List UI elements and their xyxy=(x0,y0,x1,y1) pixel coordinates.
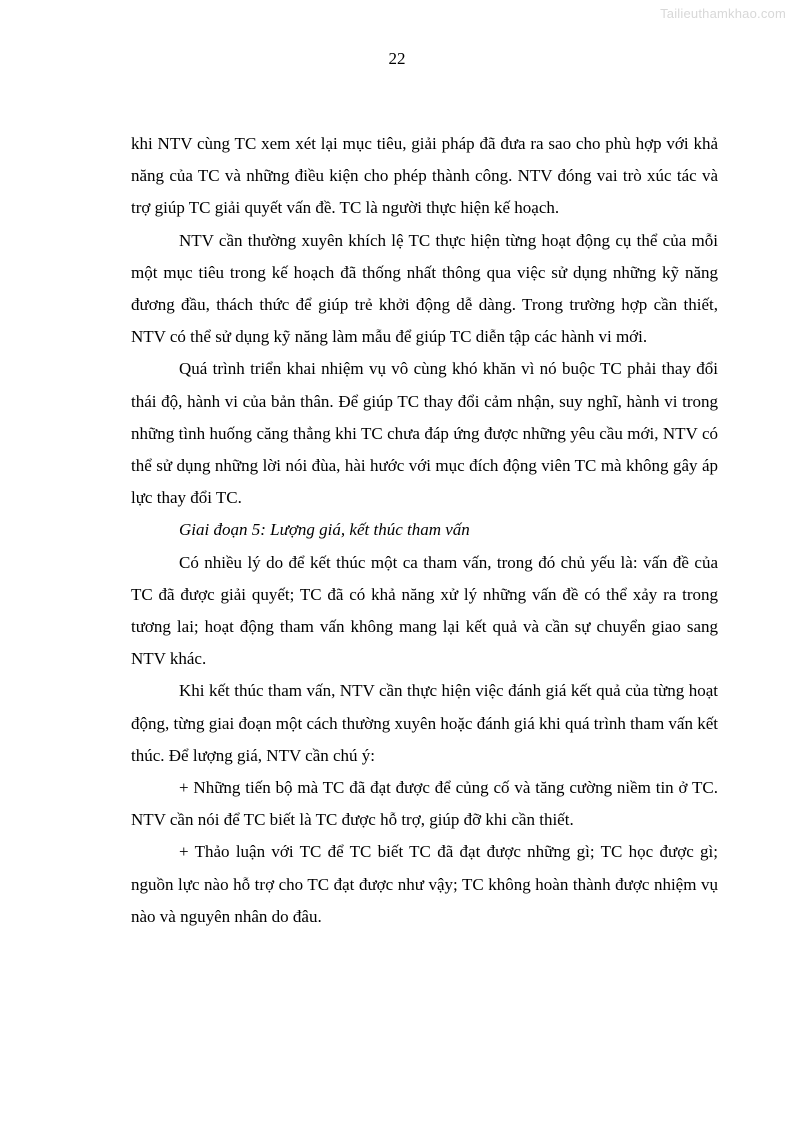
section-heading-stage-5: Giai đoạn 5: Lượng giá, kết thúc tham vấn xyxy=(179,520,470,540)
document-body xyxy=(131,128,718,933)
paragraph-implementation: Quá trình triển khai nhiệm vụ vô cùng khó khăn vì nó buộc TC phải thay đổi thái độ, hành vi của bản thân. Để giúp TC thay đổi cảm nhận, suy nghĩ, hành vi trong những tình huống căng thẳng khi TC chưa đáp ứng được những yêu cầu mới, NTV có thể sử dụng những lời nói đùa, hài hước với mục đích động viên TC mà không gây áp lực thay đổi TC. xyxy=(131,359,718,508)
paragraph-evaluation: Khi kết thúc tham vấn, NTV cần thực hiện việc đánh giá kết quả của từng hoạt động, từng giai đoạn một cách thường xuyên hoặc đánh giá khi quá trình tham vấn kết thúc. Để lượng giá, NTV cần chú ý: xyxy=(131,681,718,765)
list-item-progress: + Những tiến bộ mà TC đã đạt được để củng cố và tăng cường niềm tin ở TC. NTV cần nói để TC biết là TC được hỗ trợ, giúp đỡ khi cần thiết. xyxy=(131,778,718,830)
list-item-discussion: + Thảo luận với TC để TC biết TC đã đạt được những gì; TC học được gì; nguồn lực nào hỗ trợ cho TC đạt được như vậy; TC không hoàn thành được nhiệm vụ nào và nguyên nhân do đâu. xyxy=(131,842,718,926)
paragraph-termination-reasons: Có nhiều lý do để kết thúc một ca tham vấn, trong đó chủ yếu là: vấn đề của TC đã được giải quyết; TC đã có khả năng xử lý những vấn đề có thể xảy ra trong tương lai; hoạt động tham vấn không mang lại kết quả và cần sự chuyển giao sang NTV khác. xyxy=(131,552,718,669)
paragraph-continuation: khi NTV cùng TC xem xét lại mục tiêu, giải pháp đã đưa ra sao cho phù hợp với khả năng của TC và những điều kiện cho phép thành công. NTV đóng vai trò xúc tác và trợ giúp TC giải quyết vấn đề. TC là người thực hiện kế hoạch. xyxy=(131,134,718,218)
page-number: 22 xyxy=(388,49,406,68)
paragraph-encouragement: NTV cần thường xuyên khích lệ TC thực hiện từng hoạt động cụ thể của mỗi một mục tiêu trong kế hoạch đã thống nhất thông qua việc sử dụng những kỹ năng đương đầu, thách thức để giúp trẻ khởi động dễ dàng. Trong trường hợp cần thiết, NTV có thể sử dụng kỹ năng làm mẫu để giúp TC diễn tập các hành vi mới. xyxy=(131,230,718,347)
watermark: Tailieuthamkhao.com xyxy=(660,6,786,21)
